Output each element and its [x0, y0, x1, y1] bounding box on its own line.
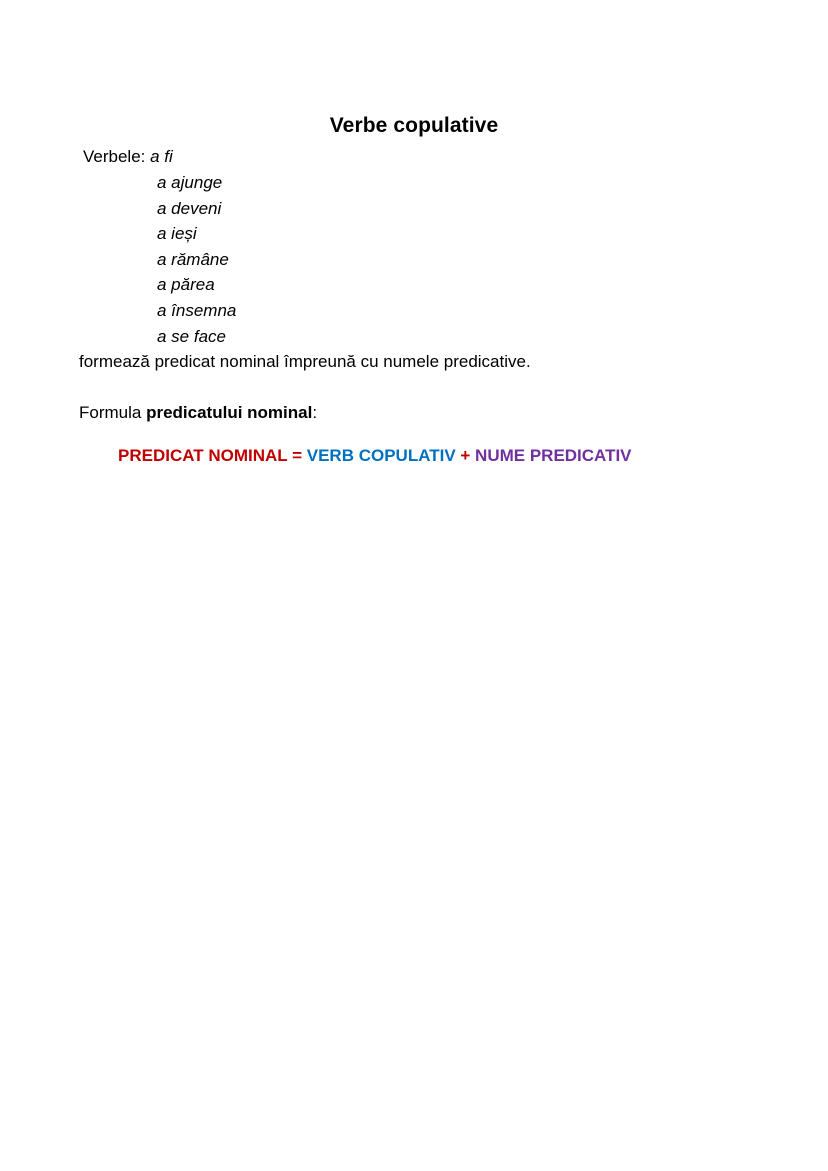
formula-equals: =	[287, 446, 307, 465]
formula-nume-predicativ: NUME PREDICATIV	[475, 446, 632, 465]
verb-item: a însemna	[157, 301, 237, 320]
formula-label-prefix: Formula	[79, 403, 147, 422]
formula-label-suffix: :	[312, 403, 318, 422]
verbs-intro	[83, 146, 173, 168]
verb-item: a se face	[157, 327, 226, 346]
formula	[118, 445, 632, 467]
page-title: Verbe copulative	[329, 114, 499, 137]
verb-item: a ieși	[157, 224, 197, 243]
intro-label: Verbele:	[83, 147, 151, 166]
verb-item: a părea	[157, 275, 215, 294]
formula-verb-copulativ: VERB COPULATIV	[306, 446, 456, 465]
formula-label-bold: predicatului nominal	[146, 403, 313, 422]
verb-item: a fi	[150, 147, 173, 166]
verb-item: a deveni	[157, 199, 222, 218]
verb-item: a ajunge	[157, 173, 223, 192]
verb-item: a rămâne	[157, 250, 229, 269]
formula-label	[79, 402, 317, 424]
explanation-sentence: formează predicat nominal împreună cu numele predicative.	[79, 352, 531, 371]
formula-plus: +	[455, 446, 476, 465]
formula-predicat-nominal: PREDICAT NOMINAL	[118, 446, 288, 465]
